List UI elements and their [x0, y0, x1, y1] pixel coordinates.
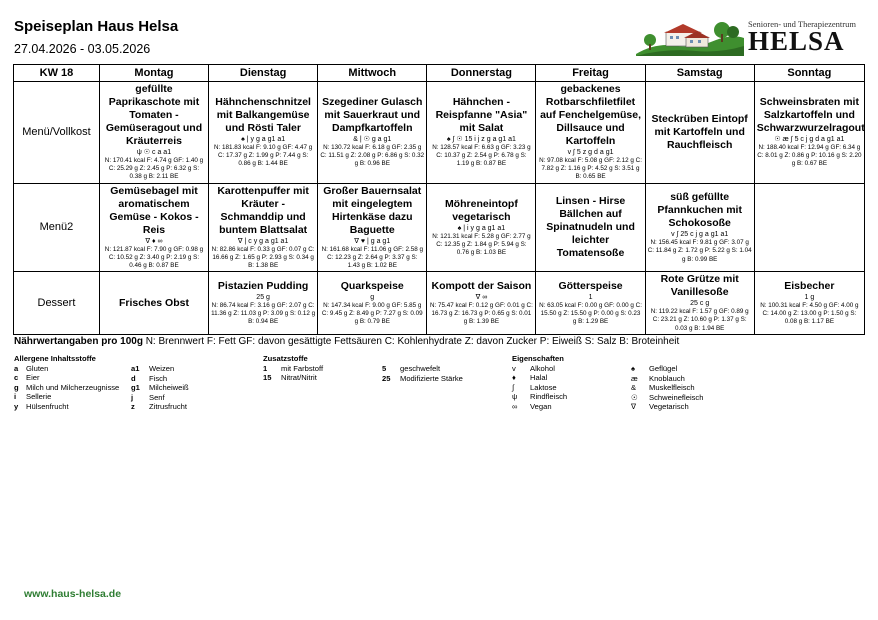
helsa-logo — [636, 18, 860, 56]
column-header-donnerstag: Donnerstag — [427, 65, 536, 82]
column-header-freitag: Freitag — [536, 65, 645, 82]
dish-nutrition: N: 75.47 kcal F: 0.12 g GF: 0.01 g C: 16.73 g Z: 16.73 g P: 0.65 g S: 0.01 g B: 1.39 BE — [429, 301, 533, 326]
menu-cell — [536, 183, 645, 272]
dish-symbols: ∇ ♥ | g a g1 — [354, 237, 391, 245]
dish-name: Rote Grütze mit Vanillesoße — [660, 273, 739, 299]
nutrition-note-text: N: Brennwert F: Fett GF: davon gesättigte Fettsäuren C: Kohlenhydrate Z: davon Zucker P: Eiweiß S: Salz B: Broteinheit — [142, 336, 680, 347]
menu-cell — [645, 82, 754, 184]
menu-cell — [209, 272, 318, 335]
menu-table — [13, 64, 865, 335]
dish-name: süß gefüllte Pfannkuchen mit Schokosoße — [657, 191, 742, 230]
column-header-sonntag: Sonntag — [754, 65, 864, 82]
row-label: Menü2 — [14, 183, 100, 272]
legend-item: 15 Nitrat/Nitrit — [263, 373, 317, 383]
menu-cell — [645, 183, 754, 272]
legend-item: 1 mit Farbstoff — [263, 363, 324, 373]
dish-nutrition: N: 63.05 kcal F: 0.00 g GF: 0.00 g C: 15.50 g Z: 15.50 g P: 0.00 g S: 0.23 g B: 1.29 BE — [539, 301, 642, 326]
dish-name: Schweinsbraten mit Salzkartoffeln und Schwarzwurzelragout — [756, 96, 865, 134]
dish-name: Hähnchen - Reispfanne "Asia" mit Salat — [435, 96, 528, 134]
menu-cell — [99, 183, 208, 272]
row-label: Menü/Vollkost — [14, 82, 100, 184]
date-range: 27.04.2026 - 03.05.2026 — [14, 42, 151, 56]
dish-symbols: 1 g — [804, 293, 815, 301]
legend-item: æ Knoblauch — [631, 373, 685, 383]
dish-nutrition: N: 147.34 kcal F: 9.00 g GF: 5.85 g C: 9.45 g Z: 8.49 g P: 7.27 g S: 0.09 g B: 0.79 BE — [321, 301, 423, 326]
menu-cell — [754, 183, 864, 272]
logo-subtitle: Senioren- und Therapiezentrum — [748, 19, 856, 29]
legend-allergens-title: Allergene Inhaltsstoffe — [14, 354, 96, 363]
legend-item: & Muskelfleisch — [631, 383, 695, 393]
menu-cell — [645, 272, 754, 335]
menu-cell — [318, 183, 427, 272]
legend-item: v Alkohol — [512, 363, 555, 373]
dish-symbols: ψ ☉ c a a1 — [136, 149, 172, 156]
legend-properties-title: Eigenschaften — [512, 354, 564, 363]
legend-item: a Gluten — [14, 363, 49, 373]
dish-symbols: ☉ æ ∫ 5 c j g d a g1 a1 — [774, 136, 845, 143]
column-header-week: KW 18 — [14, 65, 100, 82]
dish-nutrition: N: 100.31 kcal F: 4.50 g GF: 4.00 g C: 14.00 g Z: 13.00 g P: 1.50 g S: 0.08 g B: 1.17 BE — [760, 301, 859, 326]
menu-cell — [427, 272, 536, 335]
dish-symbols: ♠ | i y g a g1 a1 — [457, 224, 506, 232]
dish-symbols: g — [370, 293, 375, 301]
legend-allergens-2 — [131, 364, 189, 412]
dish-name: gebackenes Rotbarschfiletfilet auf Fenchelgemüse, Dillsauce und Kartoffeln — [540, 83, 642, 147]
legend-item: i Sellerie — [14, 392, 52, 402]
legend-additives-2 — [382, 364, 463, 383]
website-link[interactable]: www.haus-helsa.de — [24, 588, 122, 600]
dish-nutrition: N: 130.72 kcal F: 6.18 g GF: 2.35 g C: 11.51 g Z: 2.08 g P: 6.86 g S: 0.32 g B: 0.96 BE — [320, 144, 425, 168]
legend-item: ☉ Schweinefleisch — [631, 392, 704, 402]
dish-symbols: 1 — [588, 293, 593, 301]
dish-nutrition: N: 121.87 kcal F: 7.90 g GF: 0.98 g C: 10.52 g Z: 3.40 g P: 2.19 g S: 0.46 g B: 0.87 BE — [104, 245, 204, 270]
dish-name: Linsen - Hirse Bällchen auf Spinatnudeln und leichter Tomatensoße — [546, 194, 635, 259]
dish-nutrition: N: 128.57 kcal F: 6.63 g GF: 3.23 g C: 10.37 g Z: 2.54 g P: 6.78 g S: 1.19 g B: 0.87 BE — [432, 144, 531, 168]
legend-properties — [512, 354, 567, 412]
menu-cell — [99, 272, 208, 335]
legend-item: g Milch und Milcherzeugnisse — [14, 382, 120, 392]
dish-nutrition: N: 97.08 kcal F: 5.08 g GF: 2.12 g C: 7.82 g Z: 1.16 g P: 4.52 g S: 3.51 g B: 0.65 BE — [539, 157, 642, 181]
column-header-mittwoch: Mittwoch — [318, 65, 427, 82]
legend-item: ψ Rindfleisch — [512, 392, 568, 402]
column-header-montag: Montag — [99, 65, 208, 82]
legend-item: ∫ Laktose — [512, 382, 557, 392]
dish-symbols: v ∫ 25 c j g a g1 a1 — [671, 231, 729, 239]
menu-cell — [318, 272, 427, 335]
dish-nutrition: N: 188.40 kcal F: 12.94 g GF: 6.34 g C: 8.01 g Z: 0.86 g P: 10.16 g S: 2.20 g B: 0.67 BE — [757, 144, 862, 168]
dish-name: Quarkspeise — [340, 279, 404, 292]
dish-name: Götterspeise — [558, 279, 623, 292]
table-row — [14, 272, 865, 335]
table-row — [14, 82, 865, 184]
dish-nutrition: N: 119.22 kcal F: 1.57 g GF: 0.89 g C: 23.21 g Z: 10.60 g P: 1.37 g S: 0.03 g B: 1.94 BE — [650, 308, 749, 332]
header-row — [14, 65, 865, 82]
legend-item: ∇ Vegetarisch — [631, 402, 689, 412]
dish-name: Eisbecher — [784, 279, 835, 292]
row-label: Dessert — [14, 272, 100, 335]
legend-item: z Zitrusfrucht — [131, 402, 187, 412]
dish-symbols: 25 c g — [690, 300, 710, 308]
dish-nutrition: N: 170.41 kcal F: 4.74 g GF: 1.40 g C: 25.29 g Z: 2.45 g P: 6.32 g S: 0.38 g B: 2.11 BE — [104, 157, 204, 181]
legend-item: 5 geschwefelt — [382, 364, 441, 373]
dish-name: Karottenpuffer mit Kräuter - Schmanddip und buntem Blattsalat — [217, 184, 309, 236]
legend-item: g1 Milcheiweiß — [131, 383, 189, 393]
dish-nutrition: N: 121.31 kcal F: 5.28 g GF: 2.77 g C: 12.35 g Z: 1.84 g P: 5.94 g S: 0.76 g B: 1.03 BE — [432, 232, 531, 257]
menu-cell — [536, 82, 645, 184]
dish-name: Steckrüben Eintopf mit Kartoffeln und Rauchfleisch — [651, 112, 748, 151]
menu-cell — [427, 183, 536, 272]
table-row — [14, 183, 865, 272]
dish-symbols: 25 g — [256, 293, 270, 301]
house-logo-icon — [636, 20, 744, 56]
legend-item: y Hülsenfrucht — [14, 401, 69, 411]
dish-nutrition: N: 82.86 kcal F: 0.33 g GF: 0.07 g C: 16.66 g Z: 1.65 g P: 2.93 g S: 0.34 g B: 1.38 BE — [211, 245, 315, 270]
dish-symbols: ∇ ♦ ∞ — [145, 237, 163, 245]
dish-name: Pistazien Pudding — [217, 279, 309, 292]
legend-allergens — [14, 354, 119, 412]
legend-item: j Senf — [131, 392, 165, 402]
dish-nutrition: N: 156.45 kcal F: 9.81 g GF: 3.07 g C: 11.84 g Z: 1.72 g P: 5.22 g S: 1.04 g B: 0.99 BE — [647, 239, 752, 263]
menu-cell — [209, 82, 318, 184]
dish-nutrition: N: 181.83 kcal F: 9.10 g GF: 4.47 g C: 17.37 g Z: 1.99 g P: 7.44 g S: 0.86 g B: 1.44 BE — [213, 144, 313, 168]
page-title: Speiseplan Haus Helsa — [14, 18, 179, 35]
dish-symbols: ♠ ∫ ☉ 15 i j z g a g1 a1 — [446, 136, 516, 143]
dish-name: gefüllte Paprikaschote mit Tomaten - Gemüseragout und Kräuterreis — [105, 83, 203, 147]
dish-nutrition: N: 86.74 kcal F: 3.16 g GF: 2.07 g C: 11.36 g Z: 11.03 g P: 3.09 g S: 0.12 g B: 0.94 BE — [211, 301, 316, 326]
dish-symbols: ♠ | y g a g1 a1 — [241, 136, 286, 143]
menu-cell — [754, 272, 864, 335]
column-header-dienstag: Dienstag — [209, 65, 318, 82]
menu-cell — [754, 82, 864, 184]
menu-cell — [536, 272, 645, 335]
dish-name: Kompott der Saison — [431, 279, 532, 292]
legend-item: ♦ Halal — [512, 373, 548, 383]
dish-symbols: ∇ | c y g a g1 a1 — [237, 237, 289, 245]
legend-item: c Eier — [14, 373, 40, 383]
legend-item: 25 Modifizierte Stärke — [382, 373, 463, 383]
legend-additives-title: Zusatzstoffe — [263, 354, 308, 363]
menu-cell — [99, 82, 208, 184]
legend-item: ∞ Vegan — [512, 401, 552, 411]
dish-name: Gemüsebagel mit aromatischem Gemüse - Kokos - Reis — [109, 184, 199, 236]
dish-name: Szegediner Gulasch mit Sauerkraut und Dampfkartoffeln — [322, 96, 423, 134]
dish-name: Hähnchenschnitzel mit Balkangemüse und Rösti Taler — [215, 96, 311, 134]
dish-name: Großer Bauernsalat mit eingelegtem Hirtenkäse dazu Baguette — [323, 184, 422, 236]
dish-symbols: & | ☉ g a g1 — [353, 136, 392, 143]
dish-name: Möhreneintopf vegetarisch — [444, 197, 518, 223]
menu-cell — [427, 82, 536, 184]
menu-cell — [209, 183, 318, 272]
dish-symbols: v ∫ 5 z g d a g1 — [567, 149, 614, 156]
dish-symbols: ∇ ∞ — [475, 293, 488, 301]
nutrition-note — [14, 336, 679, 347]
menu-cell — [318, 82, 427, 184]
legend-item: ♠ Geflügel — [631, 364, 678, 373]
column-header-samstag: Samstag — [645, 65, 754, 82]
legend-additives — [263, 354, 323, 383]
dish-nutrition: N: 161.68 kcal F: 11.06 g GF: 2.58 g C: 12.23 g Z: 2.64 g P: 3.37 g S: 1.43 g B: 1.02 BE — [321, 245, 423, 270]
legend-item: d Fisch — [131, 373, 168, 383]
logo-name: HELSA — [748, 26, 845, 56]
nutrition-note-title: Nährwertangaben pro 100g — [14, 336, 143, 347]
legend-item: a1 Weizen — [131, 364, 175, 373]
legend-properties-2 — [631, 364, 703, 412]
dish-name: Frisches Obst — [118, 296, 189, 309]
